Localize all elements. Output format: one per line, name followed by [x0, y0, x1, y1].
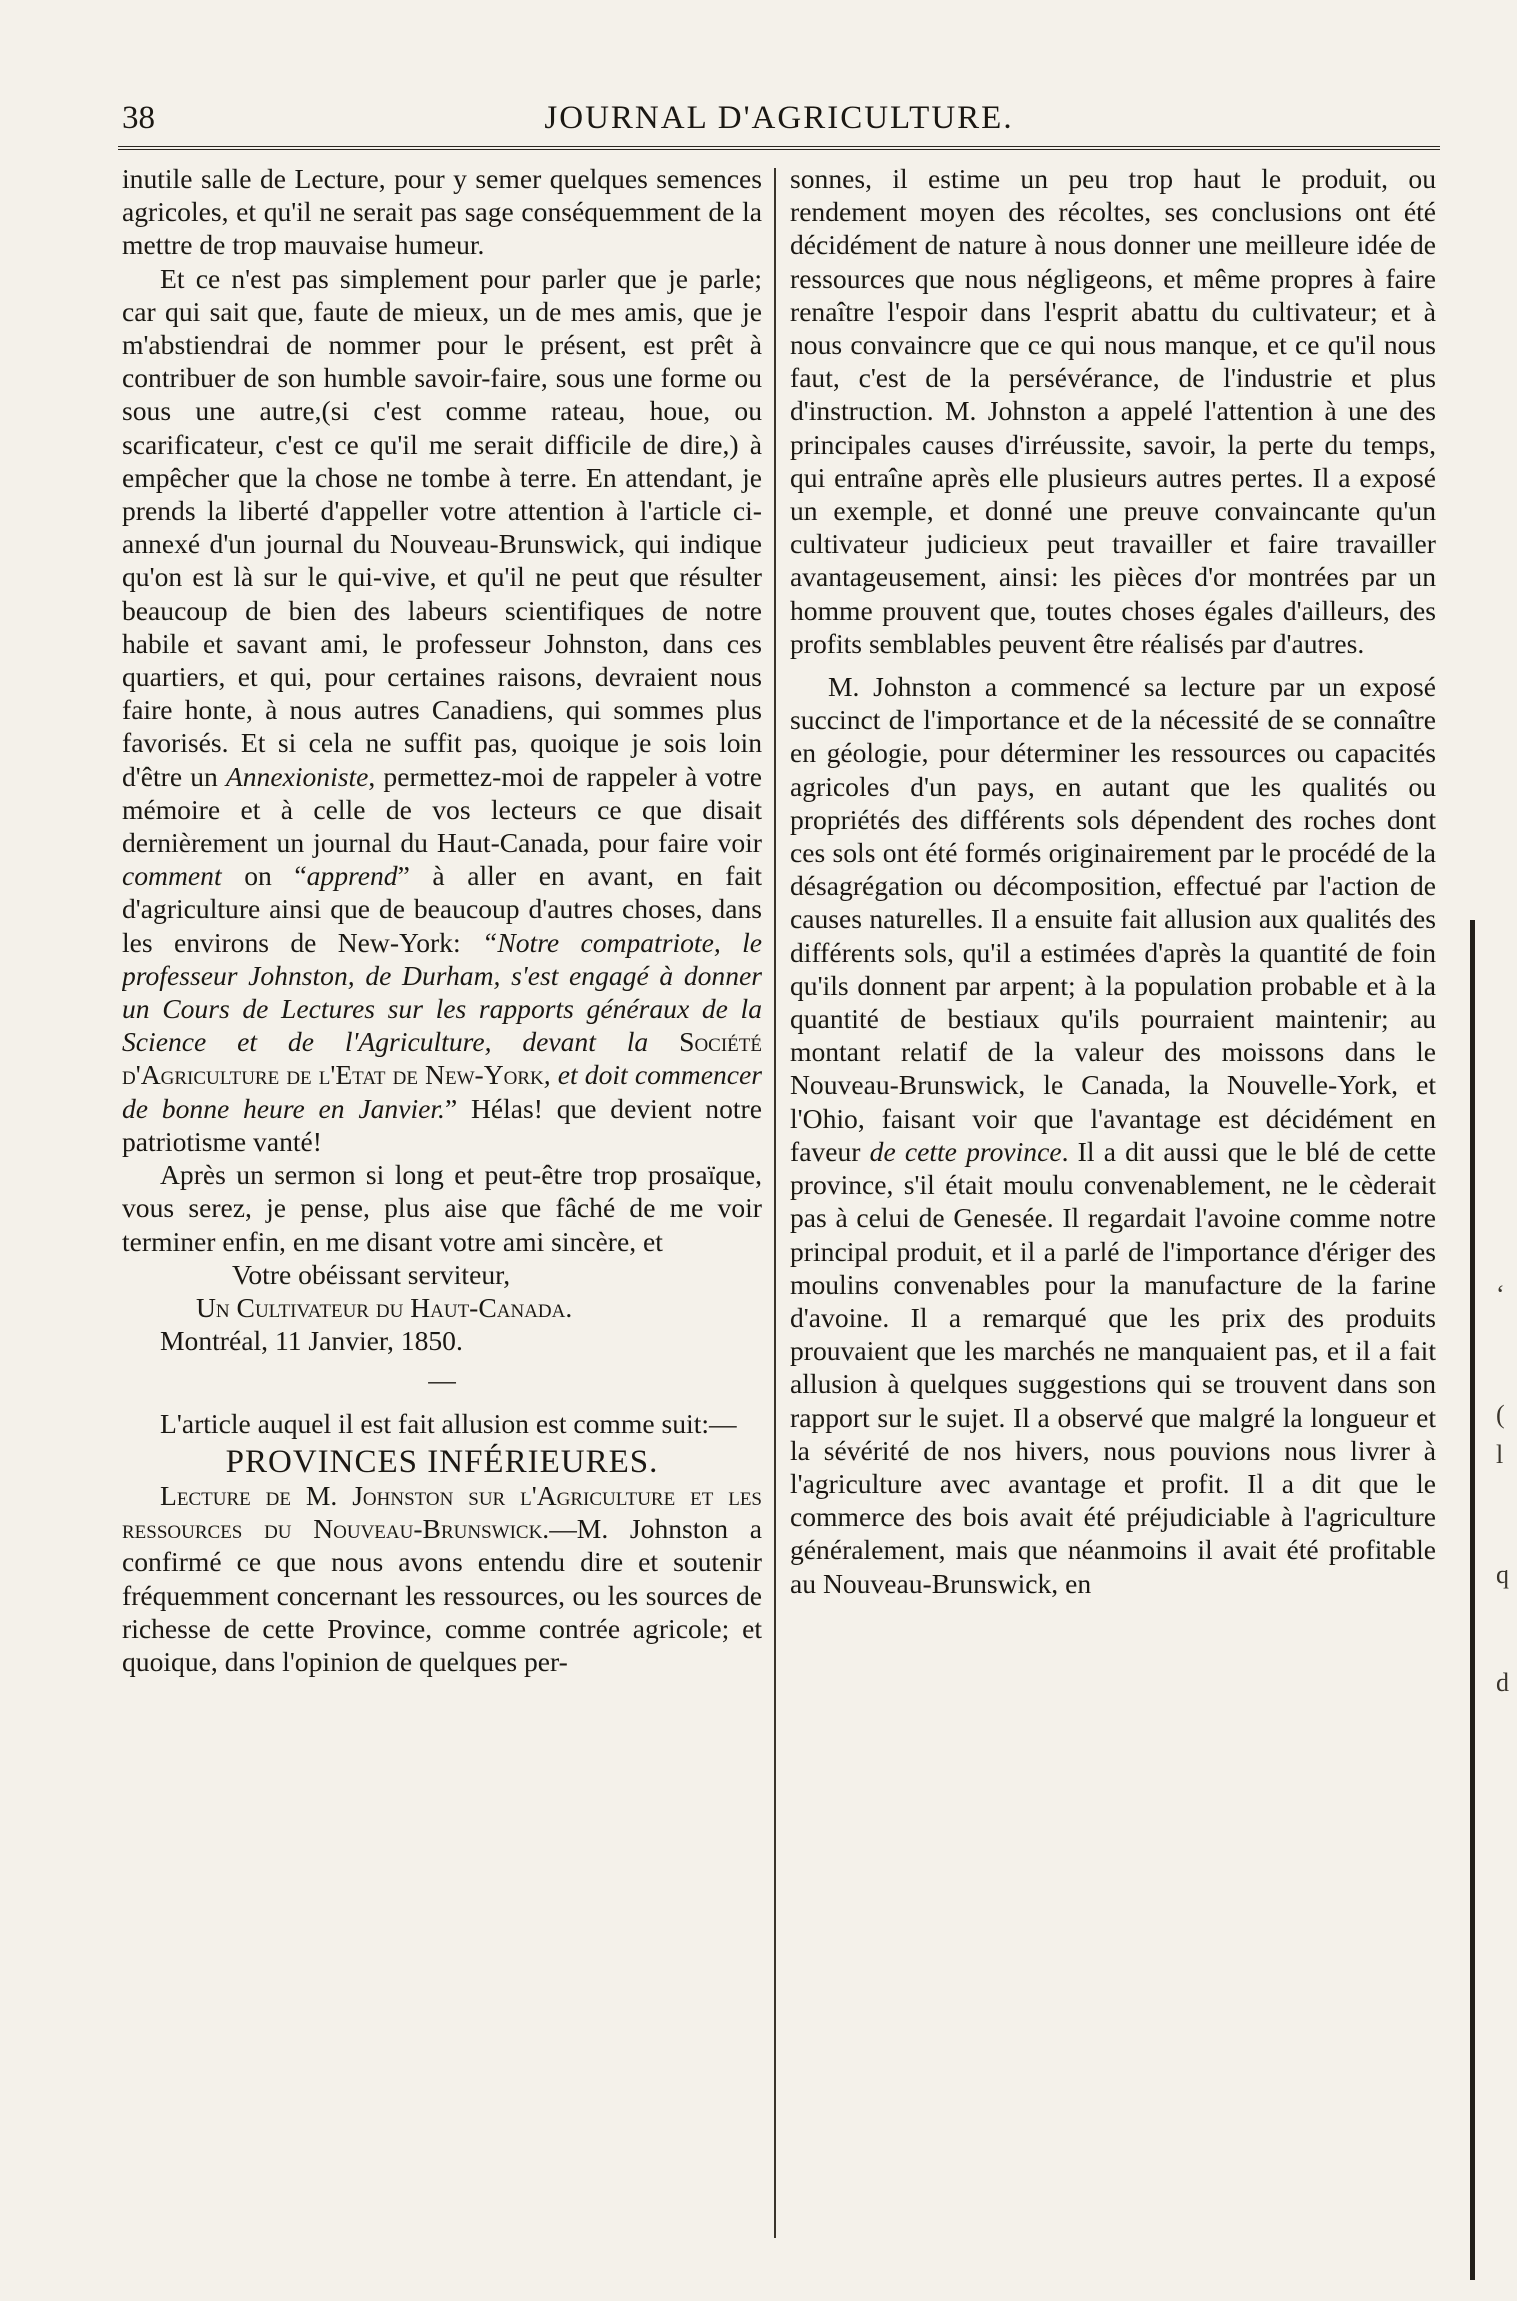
left-paragraph-2-b: , permettez-moi de rappeler à votre mémoire et à celle de vos lecteurs ce que disait dernièrement un journal du Haut-Canada, pour faire voir [122, 760, 762, 859]
lecture-body: —M. Johnston a confirmé ce que nous avons entendu dire et soutenir fréquemment concernant les ressources, ou les sources de richesse de cette Province, comme contrée agricole; et quoique, dans l'opinion de quelques per- [122, 1513, 762, 1677]
comment-italic: comment [122, 860, 222, 892]
section-heading: PROVINCES INFÉRIEURES. [225, 1443, 659, 1480]
left-paragraph-2-e: ” Hélas! que devient notre patriotisme vanté! [122, 1092, 762, 1157]
left-paragraph-2 [122, 262, 762, 1158]
society-name: Société d'Agriculture de l'Etat de New-York [122, 1026, 762, 1091]
cette-province-italic: de cette province [869, 1135, 1062, 1167]
page [118, 90, 1440, 2260]
left-paragraph-1: inutile salle de Lecture, pour y semer quelques semences agricoles, et qu'il ne serait pas sage conséquemment de la mettre de trop mauvaise humeur. [122, 163, 762, 261]
right-paragraph-2 [790, 670, 1436, 1600]
left-column [122, 162, 762, 2242]
annexioniste-italic: Annexioniste [225, 760, 369, 792]
lecture-title: Lecture de M. Johnston sur l'Agriculture et les ressources du Nouveau-Brunswick. [122, 1479, 762, 1545]
right-paragraph-2-b: . Il a dit aussi que le blé de cette province, s'il était moulu convenablement, ne le cèderait pas à celui de Genesée. Il regardait l'avoine comme notre principal produit, et il a parlé de l'importance d'ériger des moulins convenables pour la manufacture de la farine d'avoine. Il a remarqué que les prix des produits prouvaient que les marchés ne manquaient pas, et il a fait allusion à quelques suggestions qui se trouvent dans son rapport sur le sujet. Il a observé que malgré la longueur et la sévérité de nos hivers, nous pouvions nous livrer à l'agriculture avec avantage et profit. Il a dit que le commerce des bois avait été préjudiciable à l'agriculture généralement, mais que néanmoins il avait été profitable au Nouveau-Brunswick, en [790, 1135, 1436, 1599]
signature-date: Montréal, 11 Janvier, 1850. [160, 1325, 463, 1357]
right-paragraph-1: sonnes, il estime un peu trop haut le produit, ou rendement moyen des récoltes, ses conclusions ont été décidément de nature à nous donner une meilleure idée de ressources que nous négligeons, et même propres à faire renaître l'espoir dans l'esprit abattu du cultivateur; et à nous convaincre que ce qui nous manque, et ce qu'il nous faut, c'est de la persévérance, de l'industrie et plus d'instruction. M. Johnston a appelé l'attention à une des principales causes d'irréussite, savoir, la perte du temps, qui entraîne après elle plusieurs autres pertes. Il a exposé un exemple, et donné une preuve convaincante qu'un cultivateur judicieux peut travailler et faire travailler avantageusement, ainsi: les pièces d'or montrées par un homme prouvent que, toutes choses égales d'ailleurs, des profits semblables peuvent être réalisés par d'autres. [790, 163, 1436, 659]
header-rule [118, 146, 1440, 150]
edge-mark-4: q [1496, 1560, 1509, 1589]
margin-bar [1470, 920, 1475, 2280]
lecture-paragraph [122, 1479, 762, 1678]
edge-mark-2: ( [1496, 1400, 1505, 1429]
left-paragraph-2-text: Et ce n'est pas simplement pour parler que je parle; car qui sait que, faute de mieux, un de mes amis, que je m'abstiendrai de nommer pour le présent, est prêt à contribuer de son humble savoir-faire, sous une forme ou sous une autre,(si c'est comme rateau, houe, ou scarificateur, c'est ce qu'il me serait difficile de dire,) à empêcher que la chose ne tombe à terre. En attendant, je prends la liberté d'appeller votre attention à l'article ci-annexé d'un journal du Nouveau-Brunswick, qui indique qu'on est là sur le qui-vive, et qu'il ne peut que résulter beaucoup de bien des labeurs scientifiques de notre habile et savant ami, le professeur Johnston, dans ces quartiers, et qui, pour certaines raisons, devraient nous faire honte, à nous autres Canadiens, qui sommes plus favorisés. Et si cela ne suffit pas, quoique je sois loin d'être un [122, 262, 762, 792]
edge-mark-3: l [1496, 1440, 1504, 1469]
left-paragraph-2-c: on “ [221, 860, 307, 892]
right-paragraph-2-text: M. Johnston a commencé sa lecture par un exposé succinct de l'importance et de la nécessité de se connaître en géologie, pour déterminer les ressources ou capacités agricoles d'un pays, en autant que les qualités ou propriétés des différents sols dépendent des roches dont ces sols ont été formés originairement par le procédé de la désagrégation ou décomposition, effectué par l'action de causes naturelles. Il a ensuite fait allusion aux qualités des différents sols, qu'il a estimées d'après la quantité de foin qu'ils donnent par arpent; à la population probable et à la quantité de bestiaux qu'ils pourraient maintenir; au montant relatif de la valeur des moissons dans le Nouveau-Brunswick, le Canada, la Nouvelle-York, et l'Ohio, faisant voir que l'avantage est décidément en faveur [790, 671, 1436, 1167]
edge-mark-5: d [1496, 1668, 1509, 1697]
signature-closing: Votre obéissant serviteur, [232, 1258, 511, 1290]
right-column [790, 162, 1436, 2242]
newyork-quote-b: , et doit commencer de bonne heure en Janvier. [122, 1059, 762, 1124]
newyork-quote-a: “Notre compatriote, le professeur Johnston, de Durham, s'est engagé à donner un Cours de Lectures sur les rapports généraux de la Science et de l'Agriculture, devant la [122, 926, 762, 1058]
edge-mark-1: ‘ [1496, 1280, 1505, 1309]
running-title: JOURNAL D'AGRICULTURE. [544, 100, 1014, 136]
left-paragraph-4: L'article auquel il est fait allusion est comme suit:— [160, 1407, 737, 1439]
left-paragraph-2-d: ” à aller en avant, en fait d'agriculture ainsi que de beaucoup d'autres choses, dans les environs de New-York: [122, 860, 762, 958]
left-paragraph-3: Après un sermon si long et peut-être trop prosaïque, vous serez, je pense, plus aise que fâché de me voir terminer enfin, en me disant votre ami sincère, et [122, 1159, 762, 1257]
page-header [118, 90, 1440, 150]
section-dash: — [428, 1364, 456, 1396]
signature-author: Un Cultivateur du Haut-Canada. [196, 1291, 573, 1323]
page-number: 38 [122, 100, 155, 136]
column-divider [774, 168, 776, 2238]
apprend-italic: apprend [306, 860, 398, 892]
text-columns [118, 162, 1440, 2242]
